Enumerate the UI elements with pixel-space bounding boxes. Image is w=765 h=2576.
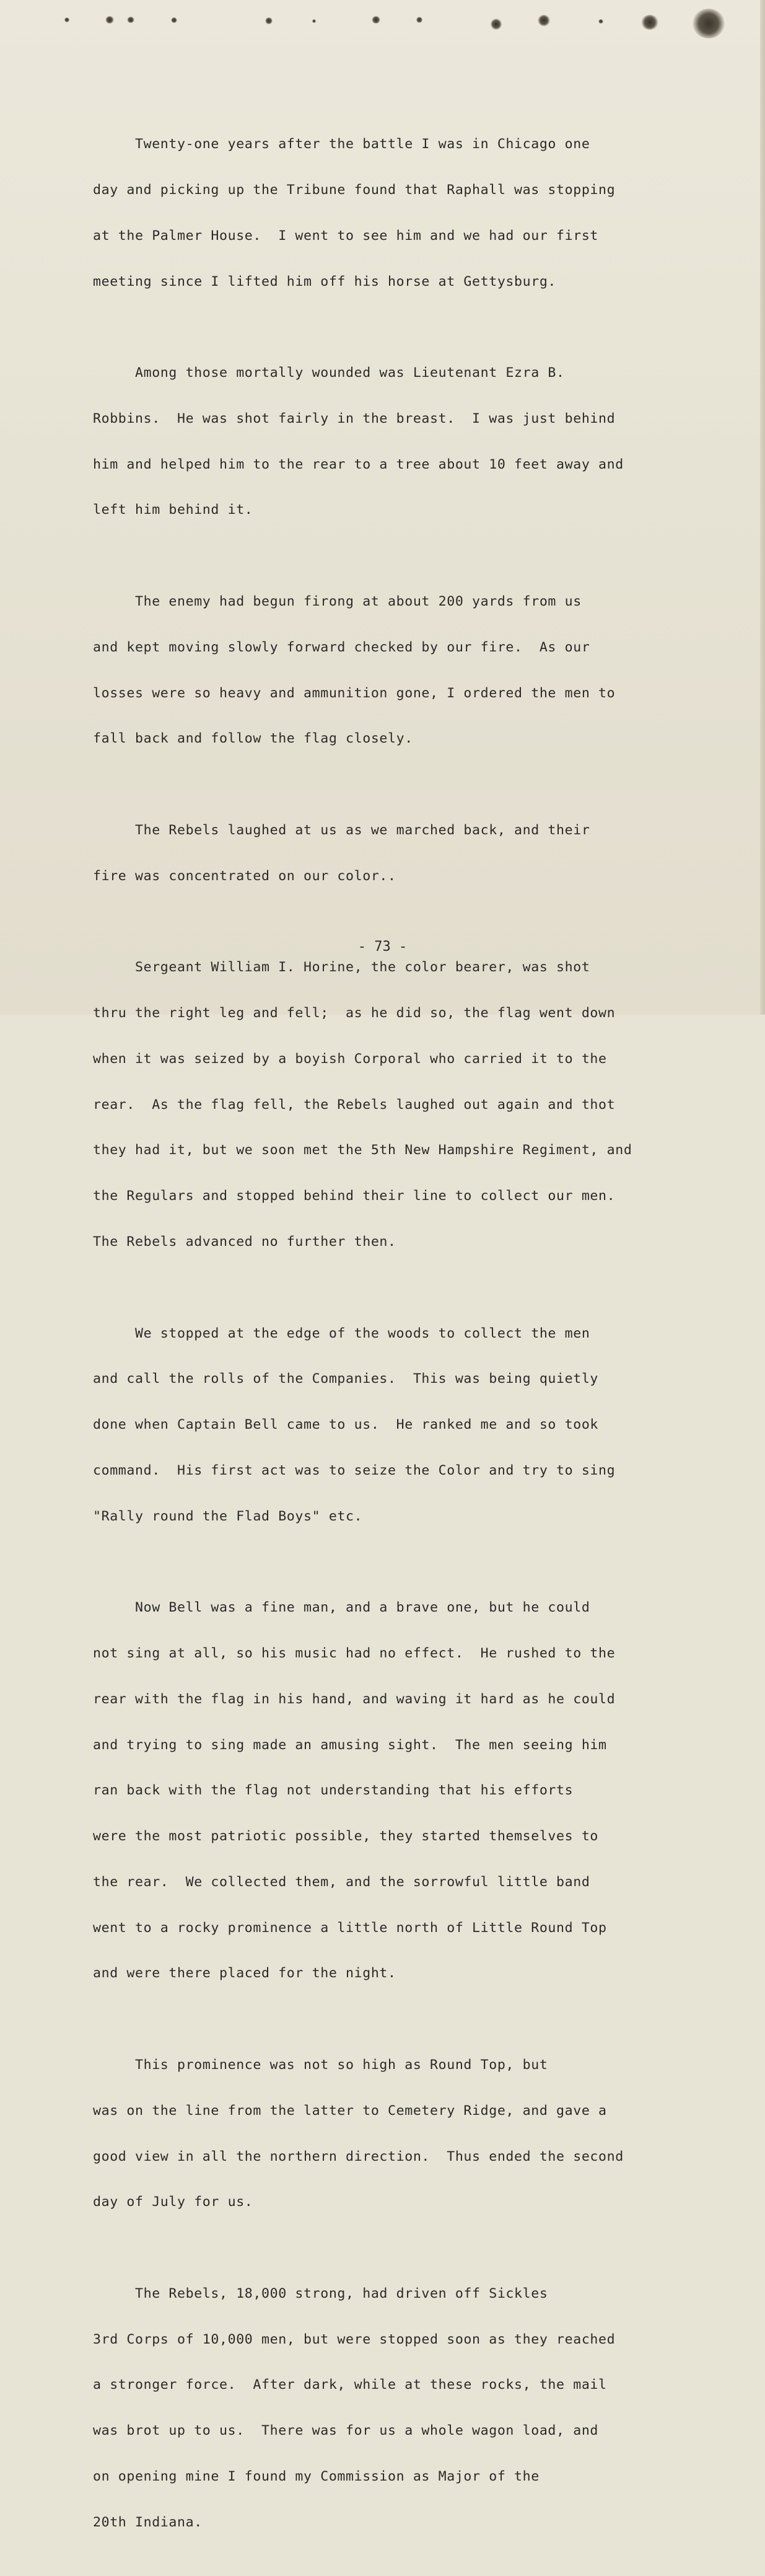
text-line: The Rebels advanced no further then. (93, 1233, 396, 1250)
binder-hole (127, 17, 134, 23)
text-line: Now Bell was a fine man, and a brave one, but he could (93, 1600, 590, 1616)
text-line: 20th Indiana. (93, 2514, 203, 2530)
paragraph (93, 1570, 688, 2012)
text-line: went to a rocky prominence a little north of Little Round Top (93, 1920, 607, 1936)
binder-hole (64, 17, 69, 22)
text-line: they had it, but we soon met the 5th New Hampshire Regiment, and (93, 1142, 632, 1158)
binder-hole (105, 16, 114, 24)
text-line: Sergeant William I. Horine, the color bearer, was shot (93, 959, 590, 976)
text-line: Among those mortally wounded was Lieutenant Ezra B. (93, 365, 565, 381)
text-line: The Rebels laughed at us as we marched back, and their (93, 822, 590, 838)
paragraph (93, 335, 688, 549)
page-number: - 73 - (357, 939, 408, 955)
text-line: losses were so heavy and ammunition gone, I ordered the men to (93, 685, 616, 701)
text-line: 3rd Corps of 10,000 men, but were stopped soon as they reached (93, 2331, 616, 2347)
paragraph (93, 1295, 688, 1555)
text-line: ran back with the flag not understanding that his efforts (93, 1783, 574, 1799)
text-line: and kept moving slowly forward checked by our fire. As our (93, 639, 590, 655)
text-line: day of July for us. (93, 2194, 253, 2210)
binder-hole (598, 19, 603, 24)
text-line: not sing at all, so his music had no effect. He rushed to the (93, 1645, 616, 1661)
paragraph (93, 564, 688, 777)
binder-hole (171, 17, 177, 23)
text-line: when it was seized by a boyish Corporal who carried it to the (93, 1051, 607, 1067)
text-line: Twenty-one years after the battle I was in Chicago one (93, 136, 590, 152)
text-line: Robbins. He was shot fairly in the breast. I was just behind (93, 410, 616, 426)
paragraph (93, 2256, 688, 2561)
paragraph (93, 930, 688, 1281)
text-line: "Rally round the Flad Boys" etc. (93, 1508, 363, 1524)
text-line: and call the rolls of the Companies. This was being quietly (93, 1371, 599, 1387)
text-line: and were there placed for the night. (93, 1965, 396, 1982)
binder-hole (538, 15, 550, 26)
text-line: The Rebels, 18,000 strong, had driven off Sickles (93, 2285, 548, 2301)
text-line: rear with the flag in his hand, and waving it hard as he could (93, 1691, 616, 1707)
text-line: at the Palmer House. I went to see him and we had our first (93, 227, 599, 244)
binder-holes (0, 0, 765, 50)
text-line: were the most patriotic possible, they started themselves to (93, 1828, 599, 1845)
binder-hole (372, 16, 380, 24)
paragraph (93, 107, 688, 320)
text-line: left him behind it. (93, 502, 253, 518)
text-line: This prominence was not so high as Round Top, but (93, 2057, 548, 2073)
text-line: rear. As the flag fell, the Rebels laughed out again and thot (93, 1096, 616, 1113)
binder-hole (312, 19, 316, 23)
text-line: was brot up to us. There was for us a whole wagon load, and (93, 2423, 599, 2439)
binder-hole (491, 19, 502, 30)
paragraph (93, 2027, 688, 2241)
text-line: fire was concentrated on our color.. (93, 868, 396, 884)
text-line: command. His first act was to seize the Color and try to sing (93, 1462, 616, 1478)
text-line: was on the line from the latter to Cemetery Ridge, and gave a (93, 2102, 607, 2119)
text-line: fall back and follow the flag closely. (93, 731, 413, 747)
text-line: done when Captain Bell came to us. He ranked me and so took (93, 1417, 599, 1433)
binder-hole (641, 15, 658, 30)
binder-hole (416, 17, 422, 23)
text-line: good view in all the northern direction. Thus ended the second (93, 2148, 624, 2164)
text-line: meeting since I lifted him off his horse at Gettysburg. (93, 273, 557, 289)
binder-hole (265, 17, 273, 24)
body-text (93, 107, 688, 2576)
text-line: a stronger force. After dark, while at these rocks, the mail (93, 2377, 607, 2393)
text-line: day and picking up the Tribune found that Raphall was stopping (93, 182, 616, 198)
paragraph (93, 793, 688, 915)
text-line: thru the right leg and fell; as he did so, the flag went down (93, 1005, 616, 1021)
text-line: the rear. We collected them, and the sorrowful little band (93, 1874, 590, 1890)
text-line: We stopped at the edge of the woods to collect the men (93, 1325, 590, 1341)
text-line: The enemy had begun firong at about 200 yards from us (93, 594, 582, 609)
text-line: the Regulars and stopped behind their line to collect our men. (93, 1188, 616, 1204)
text-line: him and helped him to the rear to a tree about 10 feet away and (93, 456, 624, 472)
page-edge-shadow (760, 0, 765, 1015)
text-line: and trying to sing made an amusing sight. The men seeing him (93, 1737, 607, 1753)
binder-hole (693, 9, 725, 38)
text-line: on opening mine I found my Commission as Major of the (93, 2469, 540, 2485)
